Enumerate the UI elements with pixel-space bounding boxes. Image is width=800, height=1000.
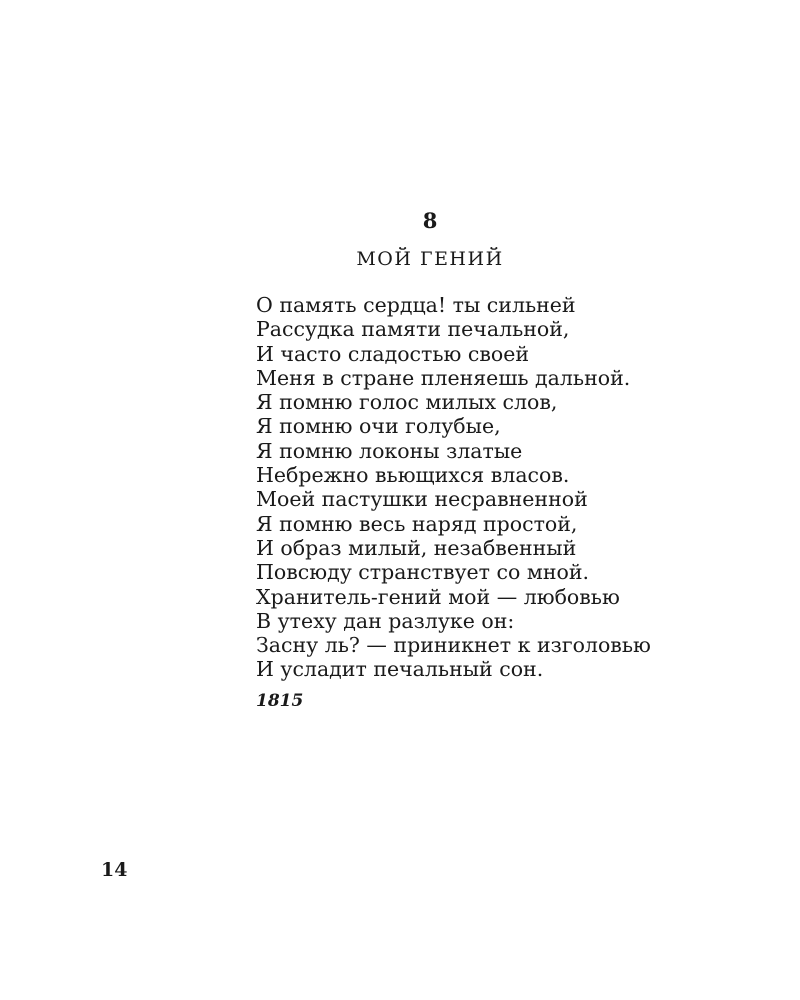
poem-line: В утеху дан разлуке он: [256, 608, 515, 633]
poem-line: Небрежно вьющихся власов. [256, 463, 570, 488]
poem-line: И образ милый, незабвенный [256, 535, 577, 560]
poem-line: Я помню весь наряд простой, [256, 511, 578, 536]
poem-body [256, 293, 651, 682]
poem-line: Я помню голос милых слов, [256, 390, 558, 415]
poem-line: Я помню очи голубые, [256, 414, 501, 439]
poem-line: Повсюду странствует со мной. [256, 560, 590, 585]
poem-date: 1815 [256, 691, 304, 711]
poem-line: Хранитель-гений мой — любовью [256, 584, 620, 609]
page-number: 14 [101, 859, 128, 881]
poem-line: Рассудка памяти печальной, [256, 317, 570, 342]
poem-line: О память сердца! ты сильней [256, 293, 576, 317]
poem-line: Моей пастушки несравненной [256, 487, 588, 512]
poem-number: 8 [422, 208, 438, 233]
poem-line: Засну ль? — приникнет к изголовью [256, 633, 651, 658]
poem-line: И часто сладостью своей [256, 341, 530, 366]
poem-line: И усладит печальный сон. [256, 657, 544, 682]
poem-title: МОЙ ГЕНИЙ [356, 248, 504, 270]
poem-line: Я помню локоны златые [256, 438, 523, 463]
poem-line: Меня в стране пленяешь дальной. [256, 365, 631, 390]
